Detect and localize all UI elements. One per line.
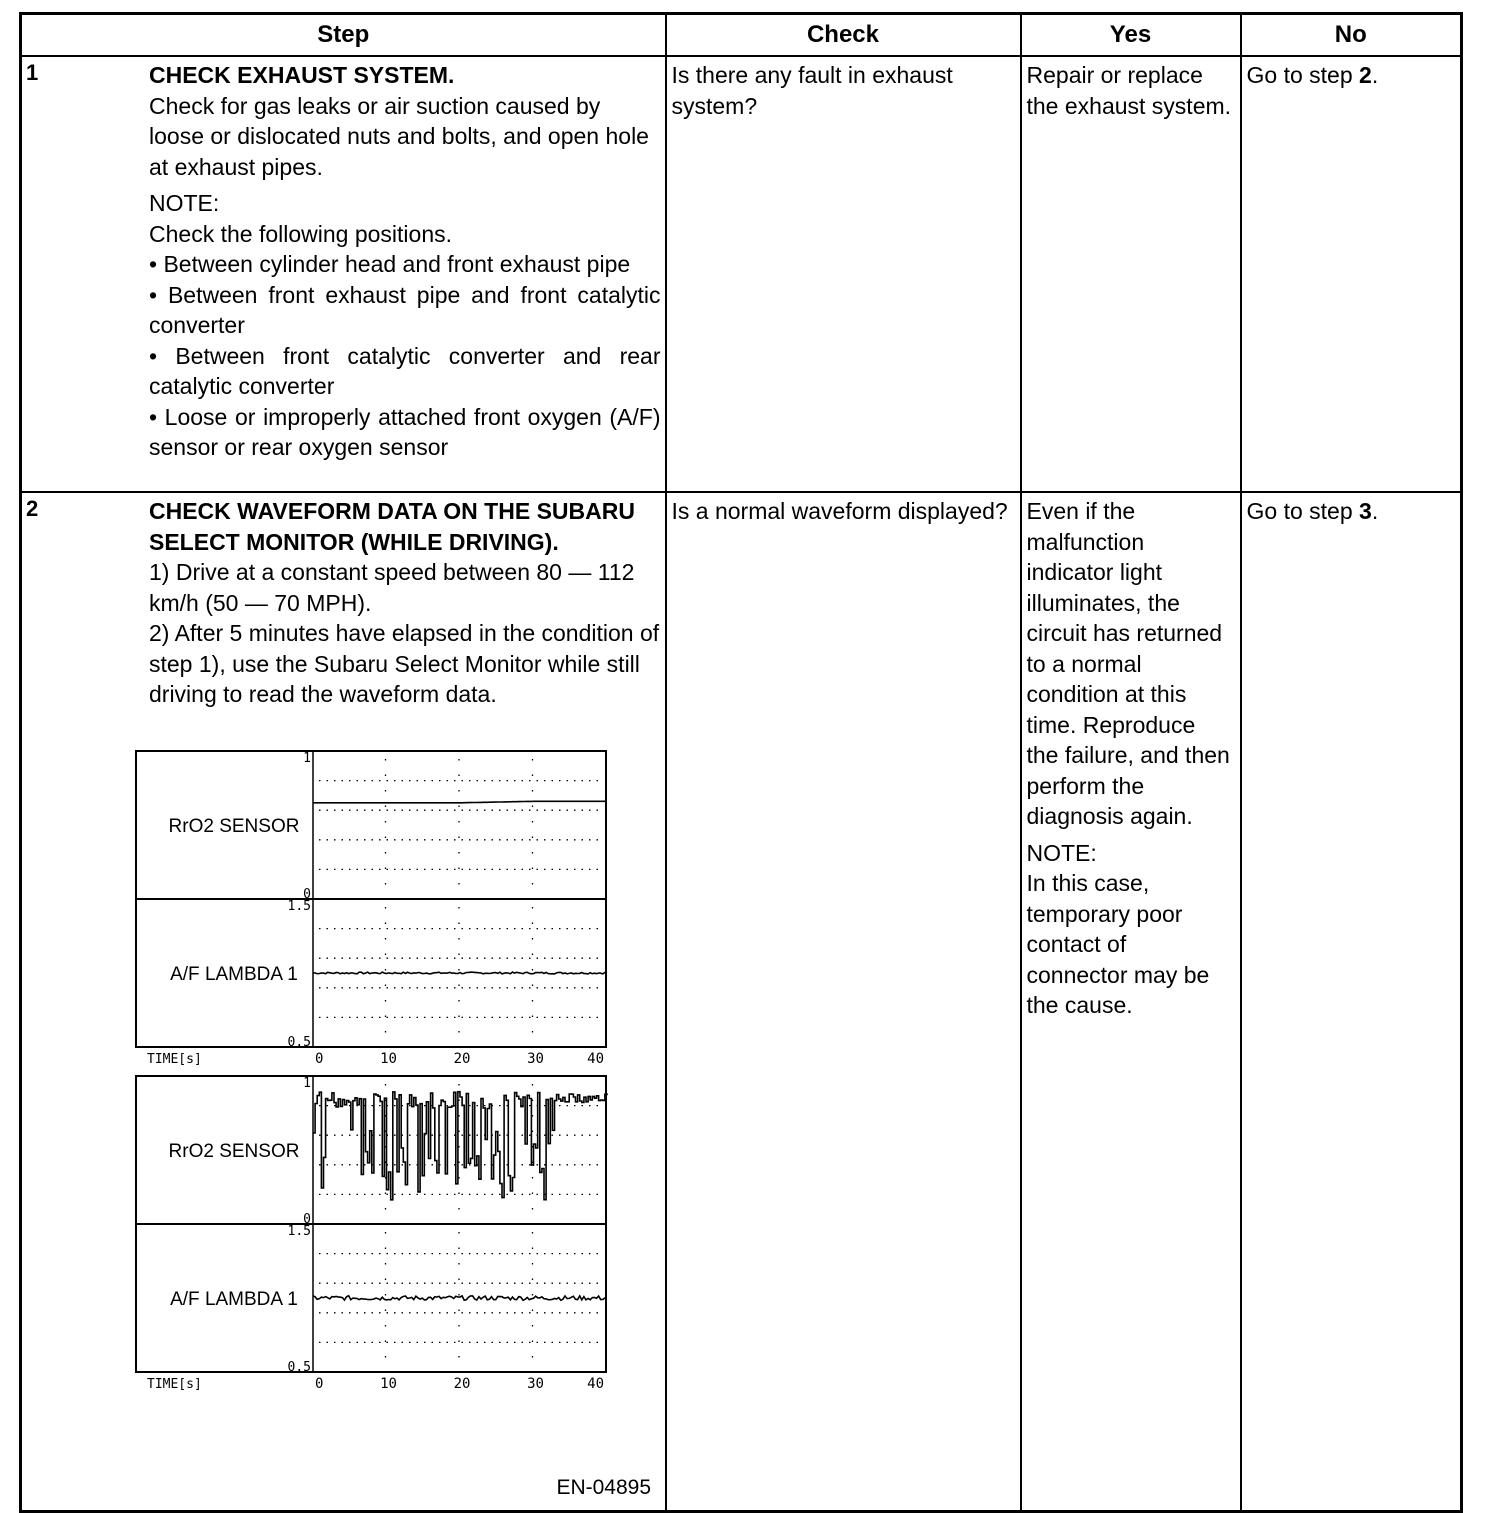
header-yes: Yes (1021, 14, 1241, 57)
no-cell-2 (1241, 492, 1462, 1511)
x-tick-label: 0 (315, 1050, 324, 1067)
no-suffix: . (1371, 62, 1379, 88)
x-tick-label: 30 (527, 1050, 544, 1067)
step-number: 2 (26, 496, 39, 521)
no-suffix: . (1371, 498, 1379, 524)
table-row-1 (21, 56, 1462, 492)
note-intro: Check the following positions. (149, 220, 452, 247)
step-text: Check for gas leaks or air suction caused by loose or dislocated nuts and bolts, and open hole at exhaust pipes. (149, 92, 649, 180)
no-prefix: Go to step (1246, 62, 1360, 88)
list-item: • Between cylinder head and front exhaust pipe (149, 251, 631, 277)
yes-cell-1 (1021, 56, 1241, 492)
step-cell-2 (21, 492, 666, 1511)
y-min-label: 0.5 (287, 1359, 311, 1375)
no-cell-1 (1241, 56, 1462, 492)
y-max-label: 1.5 (287, 1223, 311, 1239)
check-cell-2 (666, 492, 1021, 1511)
list-item: • Between front exhaust pipe and front catalytic converter (149, 281, 661, 338)
series-label: RrO2 SENSOR (168, 1140, 300, 1162)
note-text: In this case, temporary poor contact of connector may be the cause. (1026, 870, 1210, 1018)
x-tick-label: 10 (380, 1050, 397, 1067)
step-title: CHECK EXHAUST SYSTEM. (149, 62, 455, 88)
y-max-label: 1 (303, 750, 311, 766)
series-line (313, 1295, 607, 1299)
no-prefix: Go to step (1246, 498, 1360, 524)
step-title: CHECK WAVEFORM DATA ON THE SUBARU SELECT MONITOR (WHILE DRIVING). (149, 498, 635, 555)
check-question: Is there any fault in exhaust system? (671, 62, 953, 119)
y-max-label: 1 (303, 1075, 311, 1091)
x-tick-label: 0 (315, 1375, 324, 1392)
yes-cell-2 (1021, 492, 1241, 1511)
series-line (313, 972, 607, 974)
step-cell-1 (21, 56, 666, 492)
no-action (1242, 493, 1461, 527)
x-axis-label: TIME[s] (147, 1051, 202, 1067)
y-min-label: 0.5 (287, 1034, 311, 1050)
x-axis-label: TIME[s] (147, 1376, 202, 1392)
x-tick-label: 20 (453, 1050, 471, 1067)
x-tick-label: 20 (453, 1375, 471, 1392)
x-tick-label: 10 (380, 1375, 397, 1392)
x-tick-label: 30 (527, 1375, 544, 1392)
y-min-label: 0 (303, 1211, 311, 1227)
x-tick-label: 40 (587, 1375, 604, 1392)
waveform-chart (135, 750, 655, 1430)
series-label: A/F LAMBDA 1 (170, 1288, 298, 1310)
header-no: No (1241, 14, 1462, 57)
no-action (1242, 57, 1461, 91)
header-step: Step (21, 14, 666, 57)
waveform-figure (135, 750, 655, 1510)
diagnostic-table (19, 12, 1463, 1513)
yes-action: Repair or replace the exhaust system. (1026, 62, 1232, 119)
table-row-2 (21, 492, 1462, 1511)
check-cell-1 (666, 56, 1021, 492)
list-item: • Loose or improperly attached front oxygen (A/F) sensor or rear oxygen sensor (149, 403, 661, 460)
yes-action: Even if the malfunction indicator light illuminates, the circuit has returned to a normal condition at this time. Reproduce the failure, and then perform the diagnosis again. (1026, 498, 1230, 829)
series-line (313, 1091, 607, 1199)
note-label: NOTE: (149, 190, 220, 216)
substep-1: 1) Drive at a constant speed between 80 — 112 km/h (50 — 70 MPH). (149, 559, 635, 616)
step-number: 1 (26, 60, 39, 85)
figure-id: EN-04895 (556, 1476, 651, 1499)
series-label: A/F LAMBDA 1 (170, 963, 298, 985)
header-row (21, 14, 1462, 57)
no-step-ref: 2 (1359, 62, 1372, 88)
substep-2: 2) After 5 minutes have elapsed in the condition of step 1), use the Subaru Select Monitor while still driving to read the waveform data. (149, 620, 660, 707)
x-tick-label: 40 (587, 1050, 604, 1067)
list-item: • Between front catalytic converter and rear catalytic converter (149, 342, 661, 399)
check-question: Is a normal waveform displayed? (671, 498, 1008, 524)
series-line (313, 801, 607, 803)
y-max-label: 1.5 (287, 898, 311, 914)
note-label: NOTE: (1026, 839, 1097, 866)
header-check: Check (666, 14, 1021, 57)
series-label: RrO2 SENSOR (168, 815, 300, 837)
y-min-label: 0 (303, 886, 311, 902)
no-step-ref: 3 (1359, 498, 1372, 524)
